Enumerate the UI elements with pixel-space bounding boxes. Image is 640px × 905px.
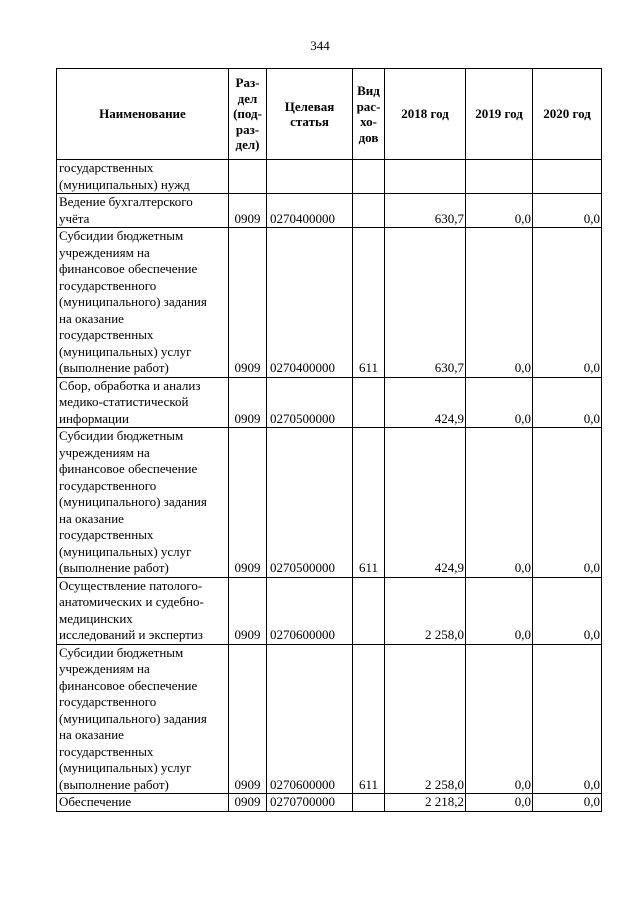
header-razdel: Раз- дел (под- раз- дел) xyxy=(229,69,267,160)
row-name-cell: Субсидии бюджетным учреждениям на финансовое обеспечение государственного (муниципального) задания на оказание государственных (муниципальных) услуг (выполнение работ) xyxy=(57,644,229,794)
row-name-cell: Ведение бухгалтерского учёта xyxy=(57,194,229,228)
row-2018-cell: 424,9 xyxy=(385,377,466,428)
row-razdel-cell: 0909 xyxy=(229,377,267,428)
table-header-row xyxy=(57,69,602,160)
row-2018-cell: 2 218,2 xyxy=(385,794,466,812)
row-2018-cell xyxy=(385,160,466,194)
row-name-cell: государственных (муниципальных) нужд xyxy=(57,160,229,194)
table-row xyxy=(57,377,602,428)
table-row xyxy=(57,794,602,812)
row-vid-cell: 611 xyxy=(353,428,385,578)
header-2020: 2020 год xyxy=(533,69,602,160)
row-vid-cell xyxy=(353,794,385,812)
row-2019-cell: 0,0 xyxy=(466,577,533,644)
row-razdel-cell: 0909 xyxy=(229,577,267,644)
row-2020-cell: 0,0 xyxy=(533,377,602,428)
row-vid-cell xyxy=(353,160,385,194)
table-row xyxy=(57,160,602,194)
header-2019: 2019 год xyxy=(466,69,533,160)
row-celevaya-cell: 0270600000 xyxy=(267,644,353,794)
row-2020-cell: 0,0 xyxy=(533,228,602,378)
row-2018-cell: 630,7 xyxy=(385,228,466,378)
row-celevaya-cell: 0270500000 xyxy=(267,428,353,578)
row-celevaya-cell: 0270400000 xyxy=(267,194,353,228)
row-razdel-cell: 0909 xyxy=(229,644,267,794)
row-razdel-cell xyxy=(229,160,267,194)
row-2019-cell: 0,0 xyxy=(466,194,533,228)
table-row xyxy=(57,428,602,578)
row-2019-cell: 0,0 xyxy=(466,794,533,812)
row-vid-cell xyxy=(353,577,385,644)
row-2020-cell: 0,0 xyxy=(533,644,602,794)
header-vid: Вид рас- хо- дов xyxy=(353,69,385,160)
row-name-cell: Осуществление патолого- анатомических и судебно- медицинских исследований и экспертиз xyxy=(57,577,229,644)
row-2018-cell: 2 258,0 xyxy=(385,644,466,794)
row-name-cell: Субсидии бюджетным учреждениям на финансовое обеспечение государственного (муниципального) задания на оказание государственных (муниципальных) услуг (выполнение работ) xyxy=(57,228,229,378)
header-name: Наименование xyxy=(57,69,229,160)
row-vid-cell: 611 xyxy=(353,644,385,794)
budget-table xyxy=(56,68,602,812)
header-celevaya: Целевая статья xyxy=(267,69,353,160)
row-razdel-cell: 0909 xyxy=(229,428,267,578)
row-2020-cell: 0,0 xyxy=(533,194,602,228)
row-name-cell: Сбор, обработка и анализ медико-статистической информации xyxy=(57,377,229,428)
row-vid-cell xyxy=(353,377,385,428)
row-2020-cell: 0,0 xyxy=(533,794,602,812)
row-celevaya-cell: 0270600000 xyxy=(267,577,353,644)
table-row xyxy=(57,577,602,644)
row-2018-cell: 2 258,0 xyxy=(385,577,466,644)
row-2019-cell: 0,0 xyxy=(466,228,533,378)
row-name-cell: Обеспечение xyxy=(57,794,229,812)
row-2019-cell xyxy=(466,160,533,194)
row-2019-cell: 0,0 xyxy=(466,377,533,428)
row-2019-cell: 0,0 xyxy=(466,428,533,578)
table-row xyxy=(57,228,602,378)
row-2019-cell: 0,0 xyxy=(466,644,533,794)
row-name-cell: Субсидии бюджетным учреждениям на финансовое обеспечение государственного (муниципального) задания на оказание государственных (муниципальных) услуг (выполнение работ) xyxy=(57,428,229,578)
row-2018-cell: 424,9 xyxy=(385,428,466,578)
row-vid-cell xyxy=(353,194,385,228)
row-celevaya-cell: 0270700000 xyxy=(267,794,353,812)
table-row xyxy=(57,194,602,228)
row-celevaya-cell xyxy=(267,160,353,194)
row-razdel-cell: 0909 xyxy=(229,194,267,228)
row-2020-cell: 0,0 xyxy=(533,577,602,644)
header-2018: 2018 год xyxy=(385,69,466,160)
row-celevaya-cell: 0270400000 xyxy=(267,228,353,378)
page-number: 344 xyxy=(310,38,330,53)
row-razdel-cell: 0909 xyxy=(229,228,267,378)
row-2020-cell xyxy=(533,160,602,194)
row-razdel-cell: 0909 xyxy=(229,794,267,812)
row-2020-cell: 0,0 xyxy=(533,428,602,578)
row-2018-cell: 630,7 xyxy=(385,194,466,228)
row-vid-cell: 611 xyxy=(353,228,385,378)
row-celevaya-cell: 0270500000 xyxy=(267,377,353,428)
table-row xyxy=(57,644,602,794)
